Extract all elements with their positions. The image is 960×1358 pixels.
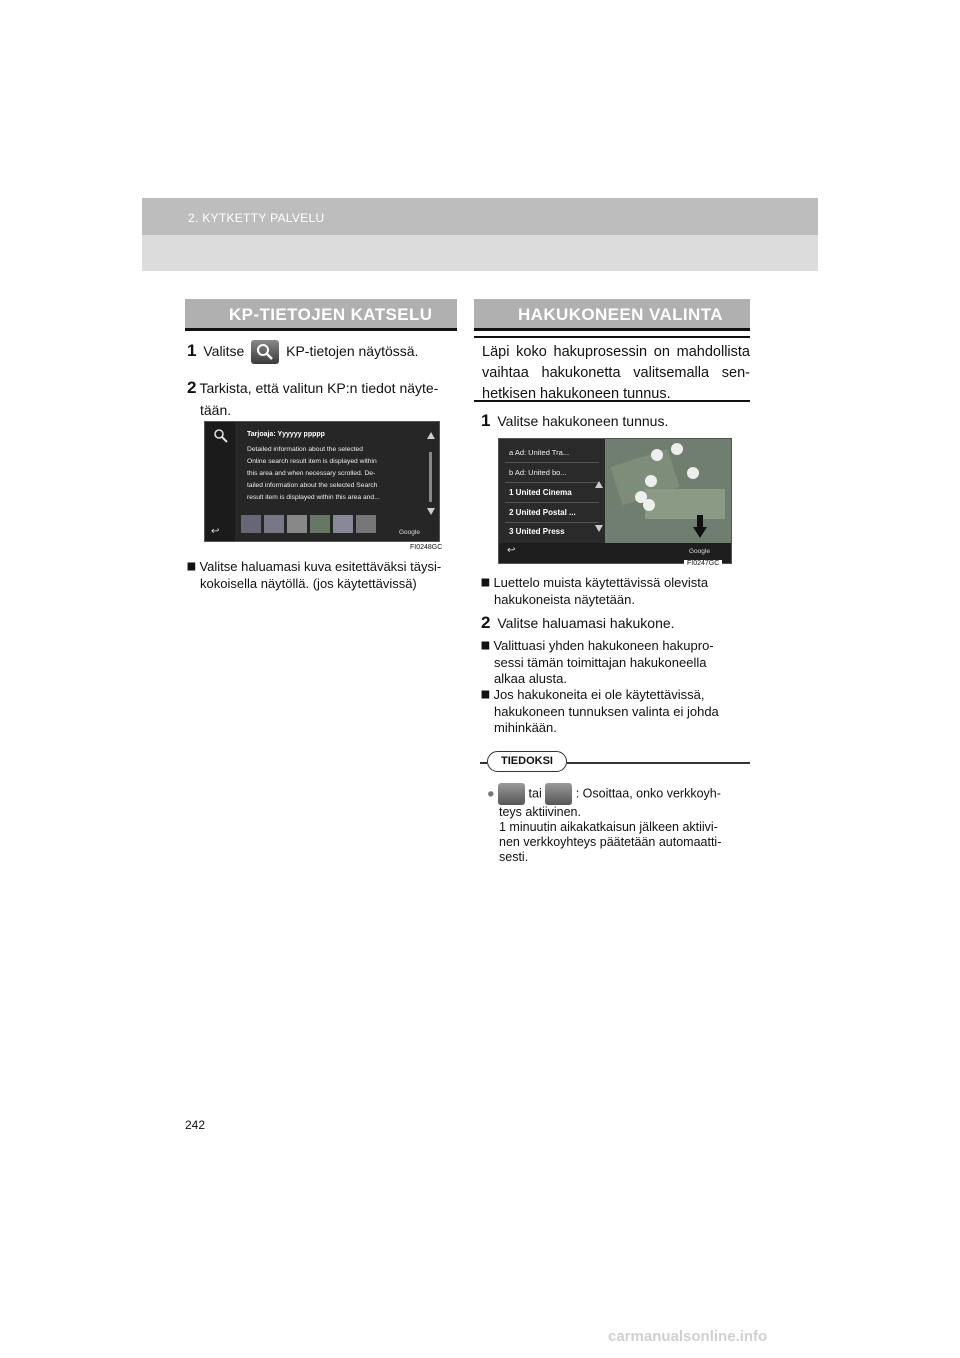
scroll-up-icon[interactable] [427, 432, 435, 439]
thumbnail[interactable] [264, 515, 284, 533]
left-step-2: 2 Tarkista, että valitun KP:n tiedot näyte- tään. [187, 378, 439, 418]
poi-info-screen [204, 421, 440, 542]
header-top-strip [142, 198, 818, 235]
map-pin-icon[interactable] [687, 467, 699, 479]
right-bullet-2: ⯀ Valittuasi yhden hakukoneen hakupro- sessi tämän toimittajan hakukoneella alkaa alusta. [481, 638, 714, 686]
right-step-1: 1 Valitse hakukoneen tunnus. [481, 411, 669, 430]
map-view[interactable] [605, 439, 732, 543]
section-rule [185, 328, 457, 331]
scroll-up-icon[interactable] [595, 481, 603, 488]
figure-id: FI0247GC [684, 560, 722, 567]
search-engine-screen [498, 438, 732, 564]
back-icon[interactable]: ↩ [211, 526, 220, 537]
figure-id: FI0248GC [407, 544, 445, 551]
section-title-kp: KP-TIETOJEN KATSELU [185, 299, 457, 330]
list-item[interactable]: 1 United Cinema [505, 483, 599, 503]
intro-box: Läpi koko hakuprosessin on mahdollista vaihtaa hakukonetta valitsemalla sen-hetkisen hakukoneen tunnus. [474, 336, 750, 402]
list-item[interactable]: 3 United Press [509, 527, 565, 536]
thumbnail-strip[interactable] [241, 515, 381, 533]
page-number: 242 [185, 1118, 206, 1132]
list-item[interactable]: 2 United Postal ... [505, 503, 599, 523]
search-icon [213, 428, 229, 444]
note-text: ● tai : Osoittaa, onko verkkoyh- teys aktiivinen. 1 minuutin aikakatkaisun jälkeen aktiivi- nen verkkoyhteys päätetään automaatti- sesti. [487, 783, 750, 865]
scrollbar[interactable] [429, 452, 432, 502]
list-item[interactable]: a Ad: United Tra... [505, 443, 599, 463]
thumbnail[interactable] [241, 515, 261, 533]
search-icon [251, 340, 279, 364]
google-logo: Google [399, 529, 420, 536]
left-step-1: 1 Valitse KP-tietojen näytössä. [187, 340, 418, 364]
left-bullet: ⯀ Valitse haluamasi kuva esitettäväksi täysi- kokoisella näytöllä. (jos käytettävissä) [187, 559, 442, 591]
section-title-search-engine: HAKUKONEEN VALINTA [474, 299, 750, 330]
google-logo[interactable]: Google [689, 548, 710, 555]
list-item[interactable]: b Ad: United bo... [505, 463, 599, 483]
right-bullet-1: ⯀ Luettelo muista käytettävissä olevista hakukoneista näytetään. [481, 575, 709, 607]
screen-detail-text: Detailed information about the selected Online search result item is displayed within this area and when necessary scrolled. De- tailed information about the selected Search result item is displayed within this area and... [247, 446, 380, 501]
section-rule [474, 328, 750, 331]
header-band [142, 198, 818, 271]
watermark: carmanualsonline.info [608, 1328, 768, 1345]
right-bullet-3: ⯀ Jos hakukoneita ei ole käytettävissä, hakukoneen tunnuksen valinta ei johda mihinkään. [481, 687, 719, 735]
note-rule-right [567, 762, 750, 764]
map-pin-icon[interactable] [651, 449, 663, 461]
right-step-2: 2 Valitse haluamasi hakukone. [481, 613, 675, 632]
scroll-down-icon[interactable] [427, 508, 435, 515]
back-icon[interactable]: ↩ [507, 545, 516, 556]
thumbnail[interactable] [333, 515, 353, 533]
arrow-down-icon [693, 515, 707, 539]
map-pin-icon[interactable] [671, 443, 683, 455]
engine-list [505, 443, 599, 541]
thumbnail[interactable] [310, 515, 330, 533]
network-inactive-icon [545, 783, 572, 805]
thumbnail[interactable] [287, 515, 307, 533]
scroll-down-icon[interactable] [595, 525, 603, 532]
chapter-title: 2. KYTKETTY PALVELU [188, 211, 325, 225]
screen-provider: Tarjoaja: Yyyyyy ppppp [247, 431, 325, 438]
network-active-icon [498, 783, 525, 805]
note-rule-left [480, 762, 487, 764]
thumbnail[interactable] [356, 515, 376, 533]
note-label: TIEDOKSI [487, 751, 567, 772]
map-pin-icon[interactable] [643, 499, 655, 511]
map-pin-icon[interactable] [645, 475, 657, 487]
